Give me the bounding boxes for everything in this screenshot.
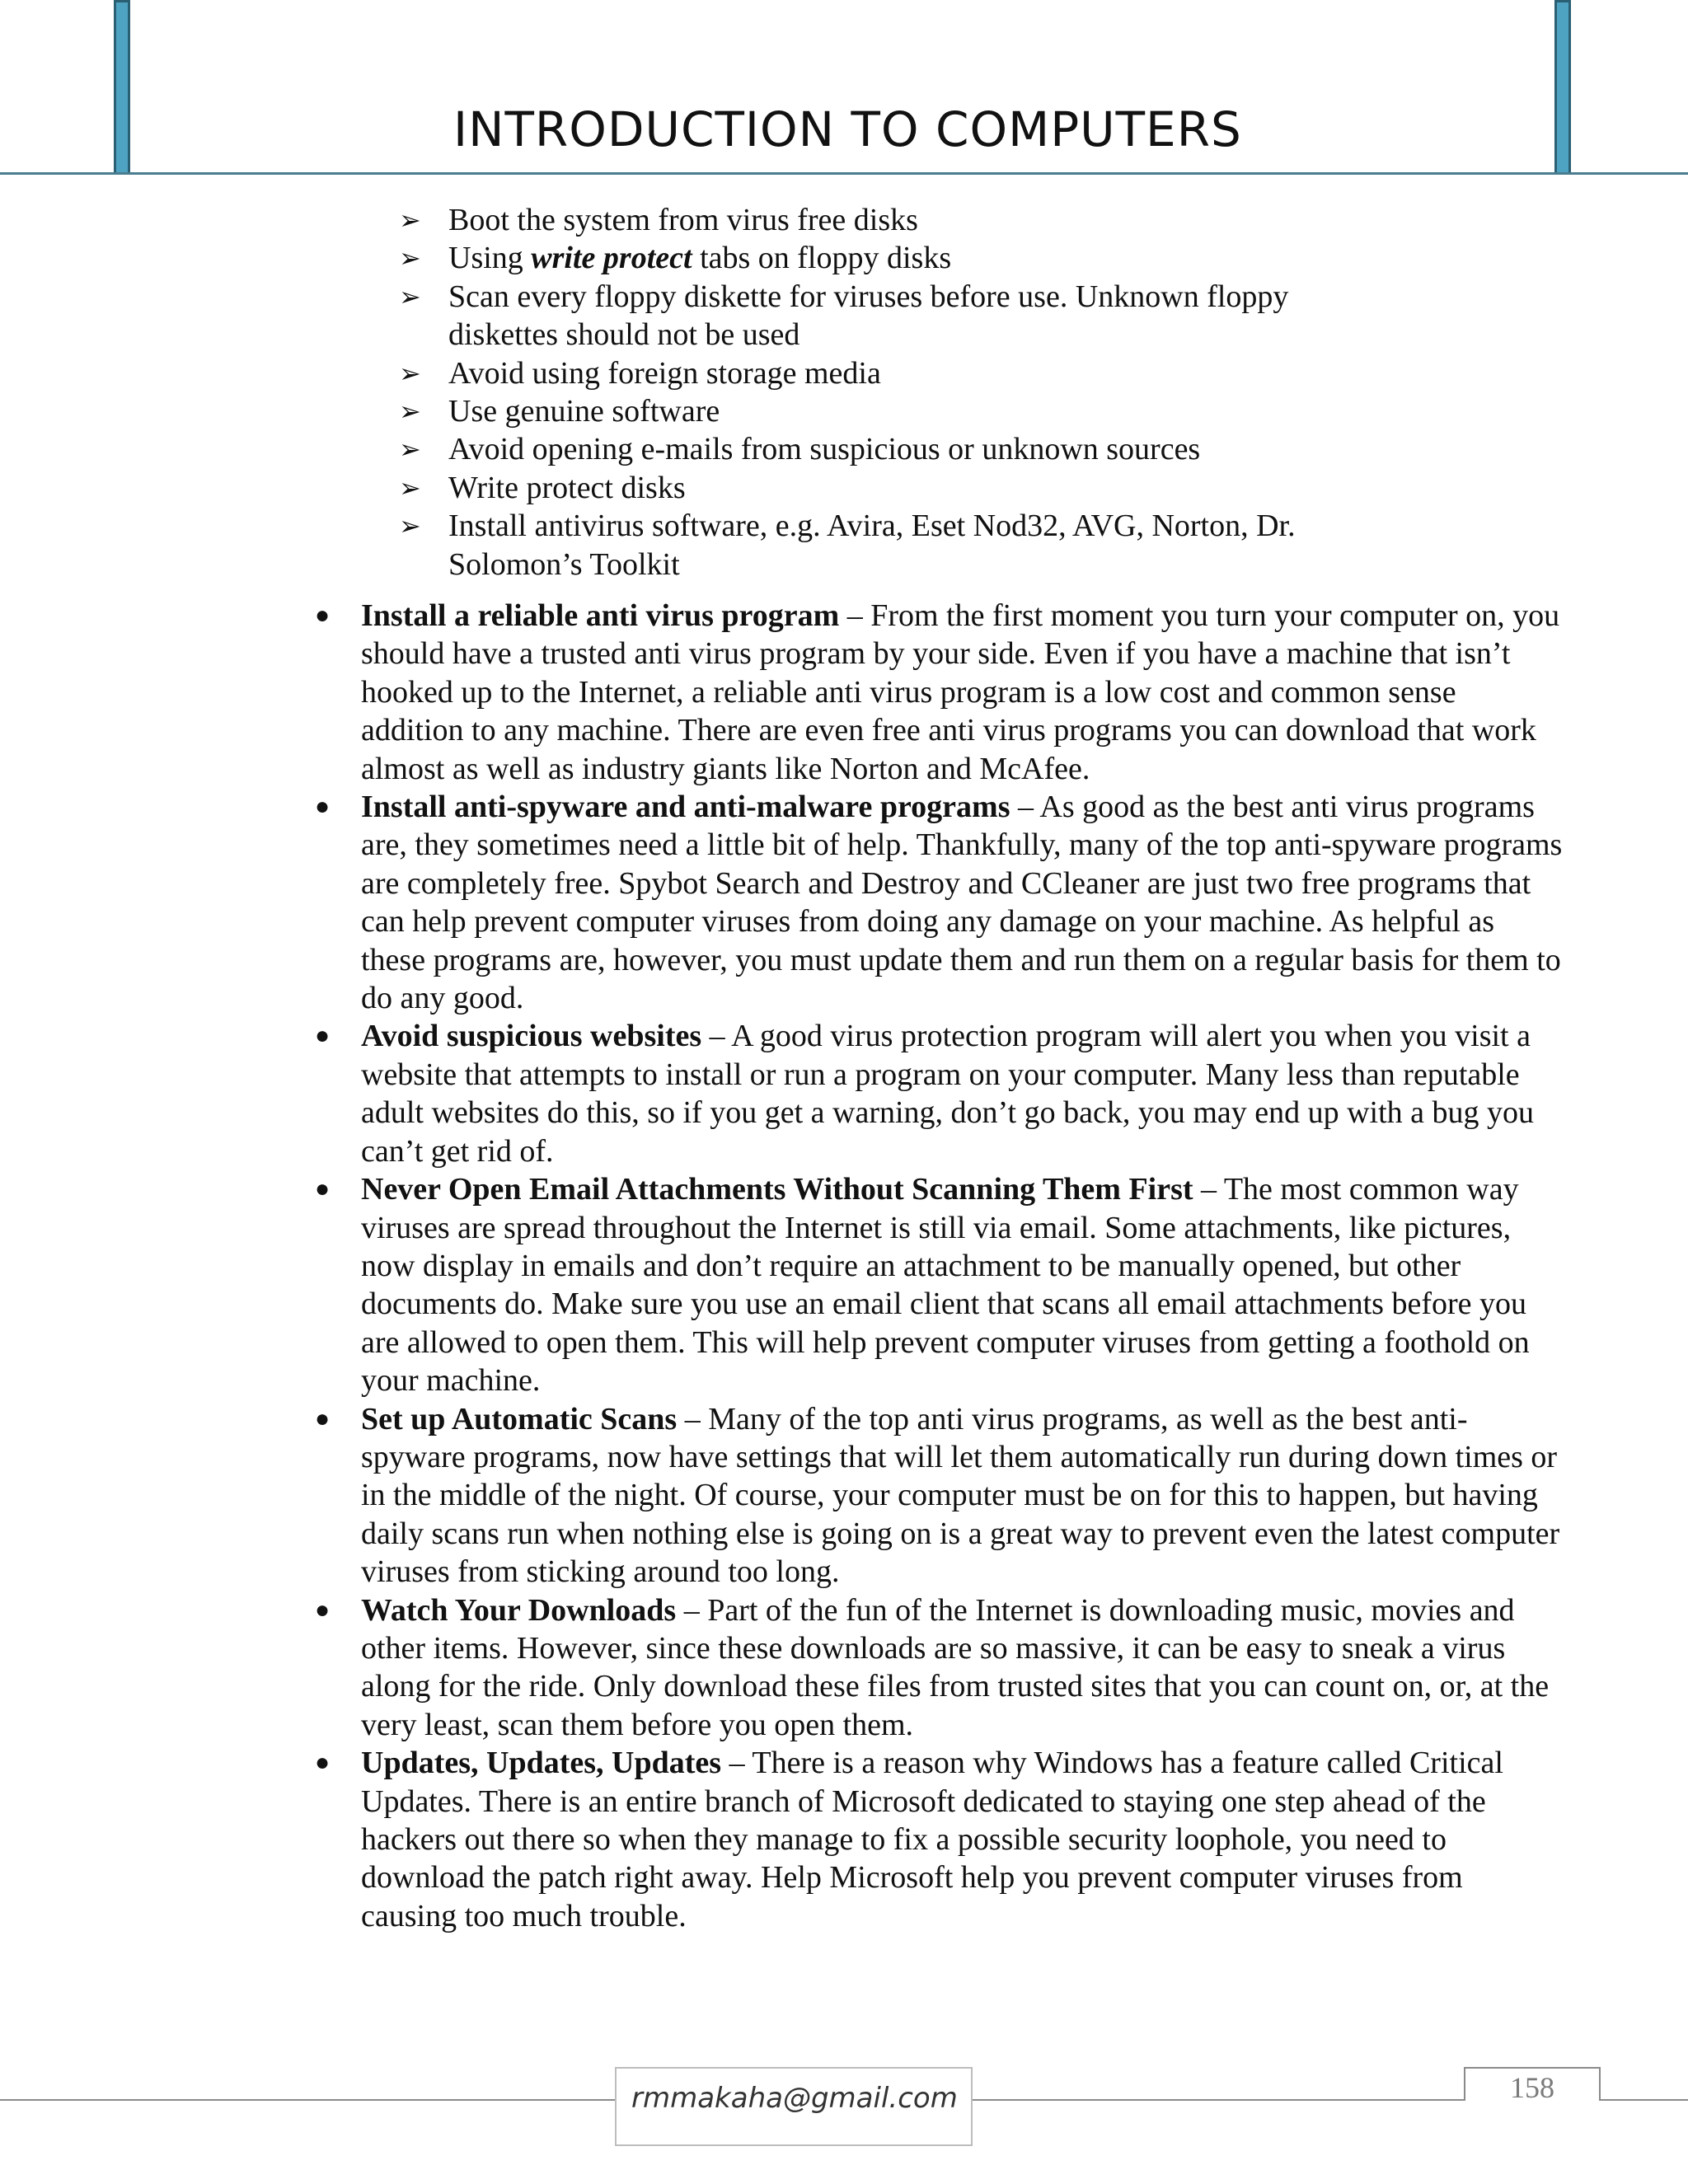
bullet-item-text: – As good as the best anti virus programs are, they sometimes need a little bit of help. Thankfully, many of the top anti-spyware programs are completely free. Spybot Search and Destroy and CCleaner are just two free programs that can help prevent computer viruses from doing any damage on your machine. As helpful as these programs are, however, you must update them and run them on a regular basis for them to do any good.: [361, 790, 1563, 1016]
arrowhead-bullet-icon: ➢: [399, 280, 421, 312]
round-bullet-icon: ●: [315, 602, 331, 629]
list-item: [399, 507, 1388, 583]
list-item-text-pre: Using: [448, 241, 532, 276]
bullet-item-title: Install a reliable anti virus program: [361, 598, 840, 633]
arrowhead-bullet-icon: ➢: [399, 204, 421, 236]
header-right-bar: [1554, 0, 1571, 175]
bullet-item-title: Updates, Updates, Updates: [361, 1746, 722, 1781]
arrowhead-bullet-icon: ➢: [399, 357, 421, 389]
list-item-text: Use genuine software: [448, 394, 720, 429]
arrowhead-bullet-icon: ➢: [399, 510, 421, 542]
round-bullet-icon: ●: [315, 1749, 331, 1777]
footer-divider-left: [0, 2099, 617, 2101]
bullet-item-text: – The most common way viruses are spread throughout the Internet is still via email. Some attachments, like pictures, now display in emails and don’t require an attachment to be manually opened, but other documents do. Make sure you use an email client that scans all email attachments before you are allowed to open them. This will help prevent computer viruses from getting a foothold on your machine.: [361, 1172, 1530, 1399]
arrowhead-bullet-icon: ➢: [399, 434, 421, 466]
round-bullet-icon: ●: [315, 1022, 331, 1050]
bullet-item: [312, 597, 1564, 788]
list-item-text: Scan every floppy diskette for viruses before use. Unknown floppy diskettes should not be used: [448, 279, 1289, 353]
header-left-bar: [114, 0, 130, 175]
bullet-item: [312, 788, 1564, 1017]
list-item-text: Avoid using foreign storage media: [448, 355, 881, 391]
list-item-text: Boot the system from virus free disks: [448, 203, 918, 237]
list-item-text: Install antivirus software, e.g. Avira, Eset Nod32, AVG, Norton, Dr. Solomon’s Toolkit: [448, 509, 1296, 582]
list-item: [399, 201, 1388, 239]
list-item: [399, 392, 1388, 430]
list-item-text: Avoid opening e-mails from suspicious or unknown sources: [448, 432, 1201, 467]
bullet-item-text: – From the first moment you turn your computer on, you should have a trusted anti virus program by your side. Even if you have a machine that isn’t hooked up to the Internet, a reliable anti virus program is a low cost and common sense addition to any machine. There are even free anti virus programs you can download that work almost as well as industry giants like Norton and McAfee.: [361, 598, 1560, 786]
page-number: 158: [1510, 2071, 1554, 2104]
arrowhead-bullet-icon: ➢: [399, 242, 421, 274]
list-item: [399, 354, 1388, 392]
arrowhead-bullet-icon: ➢: [399, 396, 421, 428]
bullet-item: [312, 1744, 1564, 1935]
list-item: [399, 278, 1388, 354]
arrowhead-bullet-icon: ➢: [399, 471, 421, 504]
list-item-text-post: tabs on floppy disks: [692, 241, 952, 276]
bullet-item: [312, 1400, 1564, 1591]
list-item: [399, 239, 1388, 277]
round-bullet-icon: ●: [315, 1596, 331, 1624]
footer-divider-middle: [971, 2099, 1465, 2101]
round-bullet-icon: ●: [315, 793, 331, 821]
bullet-item-text: – A good virus protection program will alert you when you visit a website that attempts to install or run a program on your computer. Many less than reputable adult websites do this, so if you get a warning, don’t go back, you may end up with a bug you can’t get rid of.: [361, 1019, 1535, 1169]
arrow-list: [399, 201, 1388, 583]
bullet-item: [312, 1170, 1564, 1399]
bullet-list: [312, 597, 1564, 1935]
page-title: INTRODUCTION TO COMPUTERS: [453, 101, 1242, 157]
bullet-item-title: Watch Your Downloads: [361, 1592, 677, 1628]
bullet-item-text: – Many of the top anti virus programs, as well as the best anti-spyware programs, now have settings that will let them automatically run during down times or in the middle of the night. Of course, your computer must be on for this to happen, but having daily scans run when nothing else is going on is a great way to prevent even the latest computer viruses from sticking around too long.: [361, 1401, 1560, 1590]
header-divider: [0, 172, 1688, 175]
round-bullet-icon: ●: [315, 1175, 331, 1203]
list-item: [399, 469, 1388, 507]
bullet-item-text: – Part of the fun of the Internet is downloading music, movies and other items. However, since these downloads are so massive, it can be easy to sneak a virus along for the ride. Only download these files from trusted sites that you can count on, or, at the very least, scan them before you open them.: [361, 1592, 1550, 1742]
list-item: [399, 430, 1388, 468]
bullet-item: [312, 1591, 1564, 1745]
list-item-text: Write protect disks: [448, 470, 686, 505]
footer-email: rmmakaha@gmail.com: [631, 2082, 958, 2115]
round-bullet-icon: ●: [315, 1404, 331, 1432]
list-item-emphasis: write protect: [531, 241, 692, 276]
bullet-item: [312, 1017, 1564, 1170]
bullet-item-text: – There is a reason why Windows has a feature called Critical Updates. There is an entire branch of Microsoft dedicated to staying one step ahead of the hackers out there so when they manage to fix a possible security loophole, you need to download the patch right away. Help Microsoft help you prevent computer viruses from causing too much trouble.: [361, 1746, 1503, 1933]
bullet-item-title: Never Open Email Attachments Without Scanning Them First: [361, 1172, 1193, 1207]
footer-divider-right: [1599, 2099, 1688, 2101]
bullet-item-title: Set up Automatic Scans: [361, 1401, 678, 1436]
bullet-item-title: Install anti-spyware and anti-malware programs: [361, 790, 1010, 825]
bullet-item-title: Avoid suspicious websites: [361, 1019, 702, 1054]
